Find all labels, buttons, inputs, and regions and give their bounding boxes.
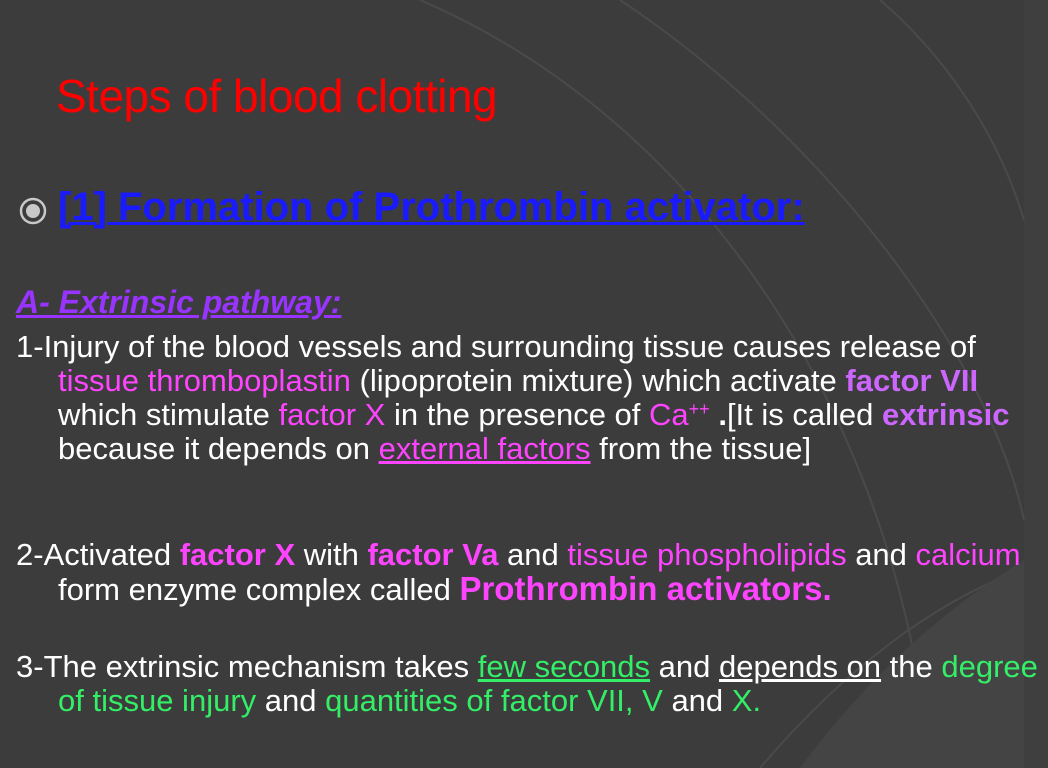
p1-text: because it depends on [58, 431, 379, 466]
p1-text: which stimulate [58, 397, 279, 432]
p3-text: the [881, 649, 942, 684]
paragraph-1 [16, 330, 1048, 466]
p2-text: and [846, 537, 916, 572]
p2-calcium: calcium [915, 537, 1021, 572]
p1-text: in the presence of [385, 397, 650, 432]
p2-factor-x: factor X [179, 537, 296, 572]
p2-text: form enzyme complex called [58, 572, 460, 607]
p1-text: from the tissue] [590, 431, 812, 466]
section-heading: [1] Formation of Prothrombin activator: [58, 185, 805, 229]
subheading: A- Extrinsic pathway: [16, 284, 342, 320]
p3-depends-on: depends on [719, 649, 882, 684]
p1-factor-vii: factor VII [845, 363, 979, 398]
p1-calcium-charge: ++ [688, 399, 710, 419]
p1-tissue-thromboplastin: tissue thromboplastin [58, 363, 351, 398]
circle-bullet-icon [18, 196, 48, 226]
p1-factor-x: factor X [278, 397, 386, 432]
p3-quantities: quantities of factor VII, V [325, 683, 663, 718]
p2-text: and [498, 537, 568, 572]
p3-factor-x: X. [731, 683, 762, 718]
p3-text: and [662, 683, 732, 718]
p1-text: [It is called [726, 397, 882, 432]
p2-text: with [295, 537, 368, 572]
p3-degree-of-injury: degree of tissue injury [58, 649, 1038, 718]
p3-text: and [256, 683, 326, 718]
p1-extrinsic: extrinsic [882, 397, 1010, 432]
p1-period: . [709, 397, 727, 432]
p2-prothrombin-activators: Prothrombin activators. [459, 570, 832, 607]
p1-text: 1-Injury of the blood vessels and surrounding tissue causes release of [16, 329, 976, 364]
slide-title: Steps of blood clotting [56, 70, 498, 122]
p1-calcium-ion: Ca [649, 397, 689, 432]
p1-text: (lipoprotein mixture) which activate [350, 363, 846, 398]
p2-text: 2-Activated [16, 537, 180, 572]
p3-text: and [650, 649, 719, 684]
p1-external-factors: external factors [378, 431, 591, 466]
p3-few-seconds: few seconds [477, 649, 651, 684]
paragraph-2 [16, 538, 1048, 607]
p2-tissue-phospholipids: tissue phospholipids [567, 537, 847, 572]
p3-text: 3-The extrinsic mechanism takes [16, 649, 478, 684]
paragraph-3 [16, 650, 1048, 718]
p2-factor-va: factor Va [367, 537, 499, 572]
